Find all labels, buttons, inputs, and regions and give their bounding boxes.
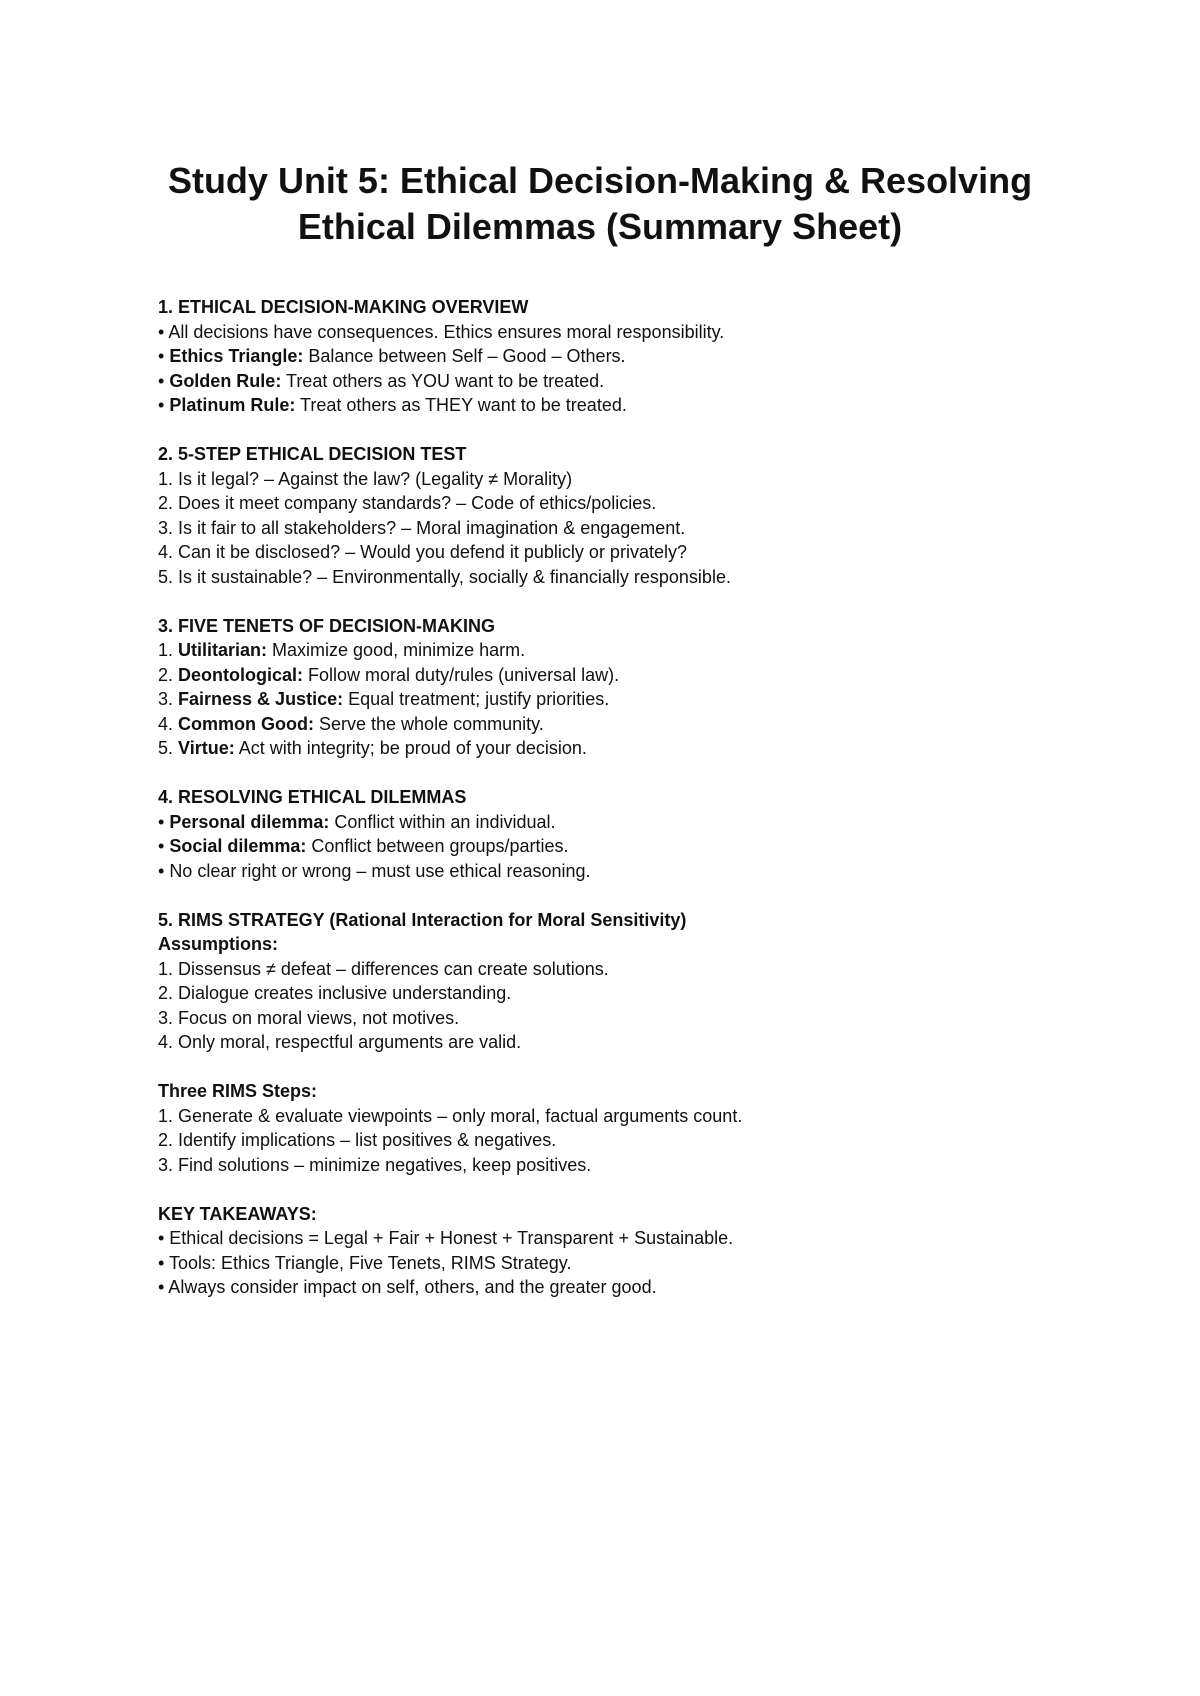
document-title	[150, 158, 1050, 250]
list-item: 1. Generate & evaluate viewpoints – only moral, factual arguments count.	[158, 1105, 743, 1126]
section-heading: 2. 5-STEP ETHICAL DECISION TEST	[158, 444, 467, 464]
item-text: Conflict between groups/parties.	[306, 836, 569, 856]
item-term: Social dilemma:	[169, 836, 307, 856]
item-term: Virtue:	[178, 738, 235, 758]
item-number: 3.	[158, 689, 179, 709]
title-line-2: Ethical Dilemmas (Summary Sheet)	[297, 206, 903, 247]
item-text: Maximize good, minimize harm.	[267, 640, 526, 660]
list-item	[158, 369, 1058, 394]
bullet: •	[158, 836, 170, 856]
list-item: 2. Identify implications – list positives & negatives.	[158, 1130, 557, 1150]
item-text: Equal treatment; justify priorities.	[343, 689, 610, 709]
list-item	[158, 736, 1058, 761]
item-term: Ethics Triangle:	[169, 346, 304, 366]
list-item: 1. Dissensus ≠ defeat – differences can create solutions.	[158, 958, 609, 979]
list-item	[158, 810, 1058, 835]
item-term: Golden Rule:	[169, 370, 282, 391]
list-item	[158, 638, 1058, 663]
item-text: All decisions have consequences. Ethics ensures moral responsibility.	[168, 321, 725, 342]
list-item	[158, 393, 1058, 418]
list-item: 4. Only moral, respectful arguments are valid.	[158, 1032, 522, 1052]
list-item	[158, 859, 1058, 884]
list-item: 4. Can it be disclosed? – Would you defend it publicly or privately?	[158, 542, 687, 562]
section-key-takeaways	[158, 1202, 1058, 1300]
section-heading: KEY TAKEAWAYS:	[158, 1203, 317, 1224]
section-five-tenets	[158, 614, 1058, 761]
item-term: Platinum Rule:	[169, 395, 296, 415]
item-text: Treat others as THEY want to be treated.	[295, 395, 627, 415]
spacer	[158, 1055, 1058, 1080]
summary-body	[158, 295, 1058, 1324]
list-item	[158, 834, 1058, 859]
bullet: •	[158, 346, 170, 366]
item-text: Follow moral duty/rules (universal law).	[303, 664, 620, 685]
item-text: Serve the whole community.	[314, 713, 544, 734]
bullet: •	[158, 860, 170, 881]
steps-label: Three RIMS Steps:	[158, 1081, 318, 1101]
section-heading: 1. ETHICAL DECISION-MAKING OVERVIEW	[158, 297, 529, 317]
list-item: 2. Does it meet company standards? – Code of ethics/policies.	[158, 493, 657, 513]
item-number: 2.	[158, 664, 179, 685]
list-item: 5. Is it sustainable? – Environmentally, socially & financially responsible.	[158, 566, 731, 587]
section-overview	[158, 295, 1058, 418]
section-heading: 5. RIMS STRATEGY (Rational Interaction for Moral Sensitivity)	[158, 909, 687, 930]
title-line-1: Study Unit 5: Ethical Decision-Making & Resolving	[167, 160, 1033, 201]
section-rims-strategy	[158, 908, 1058, 1178]
section-decision-test	[158, 442, 1058, 589]
list-item	[158, 663, 1058, 688]
item-number: 1.	[158, 640, 179, 660]
item-number: 5.	[158, 738, 179, 758]
item-text: Treat others as YOU want to be treated.	[281, 370, 605, 391]
item-term: Deontological:	[178, 664, 304, 685]
item-term: Personal dilemma:	[169, 811, 330, 832]
list-item: 1. Is it legal? – Against the law? (Legality ≠ Morality)	[158, 468, 573, 489]
item-text: No clear right or wrong – must use ethical reasoning.	[169, 860, 591, 881]
list-item	[158, 712, 1058, 737]
item-text: Act with integrity; be proud of your decision.	[234, 738, 587, 758]
list-item: 3. Find solutions – minimize negatives, keep positives.	[158, 1154, 592, 1175]
section-heading: 3. FIVE TENETS OF DECISION-MAKING	[158, 615, 496, 636]
section-heading: 4. RESOLVING ETHICAL DILEMMAS	[158, 787, 467, 807]
item-term: Utilitarian:	[178, 640, 268, 660]
list-item: 2. Dialogue creates inclusive understanding.	[158, 983, 512, 1003]
list-item	[158, 320, 1058, 345]
item-term: Fairness & Justice:	[178, 689, 344, 709]
assumptions-label: Assumptions:	[158, 934, 279, 954]
item-text: Conflict within an individual.	[329, 811, 556, 832]
bullet: •	[158, 321, 169, 342]
bullet: •	[158, 395, 170, 415]
list-item: 3. Focus on moral views, not motives.	[158, 1007, 460, 1028]
bullet: •	[158, 811, 170, 832]
item-number: 4.	[158, 713, 179, 734]
list-item: • Tools: Ethics Triangle, Five Tenets, RIMS Strategy.	[158, 1252, 572, 1273]
list-item: 3. Is it fair to all stakeholders? – Moral imagination & engagement.	[158, 517, 686, 538]
item-text: Balance between Self – Good – Others.	[303, 346, 626, 366]
list-item: • Always consider impact on self, others, and the greater good.	[158, 1277, 657, 1297]
list-item	[158, 687, 1058, 712]
list-item	[158, 344, 1058, 369]
section-resolving-dilemmas	[158, 785, 1058, 883]
list-item: • Ethical decisions = Legal + Fair + Honest + Transparent + Sustainable.	[158, 1228, 734, 1248]
bullet: •	[158, 370, 170, 391]
item-term: Common Good:	[178, 713, 314, 734]
